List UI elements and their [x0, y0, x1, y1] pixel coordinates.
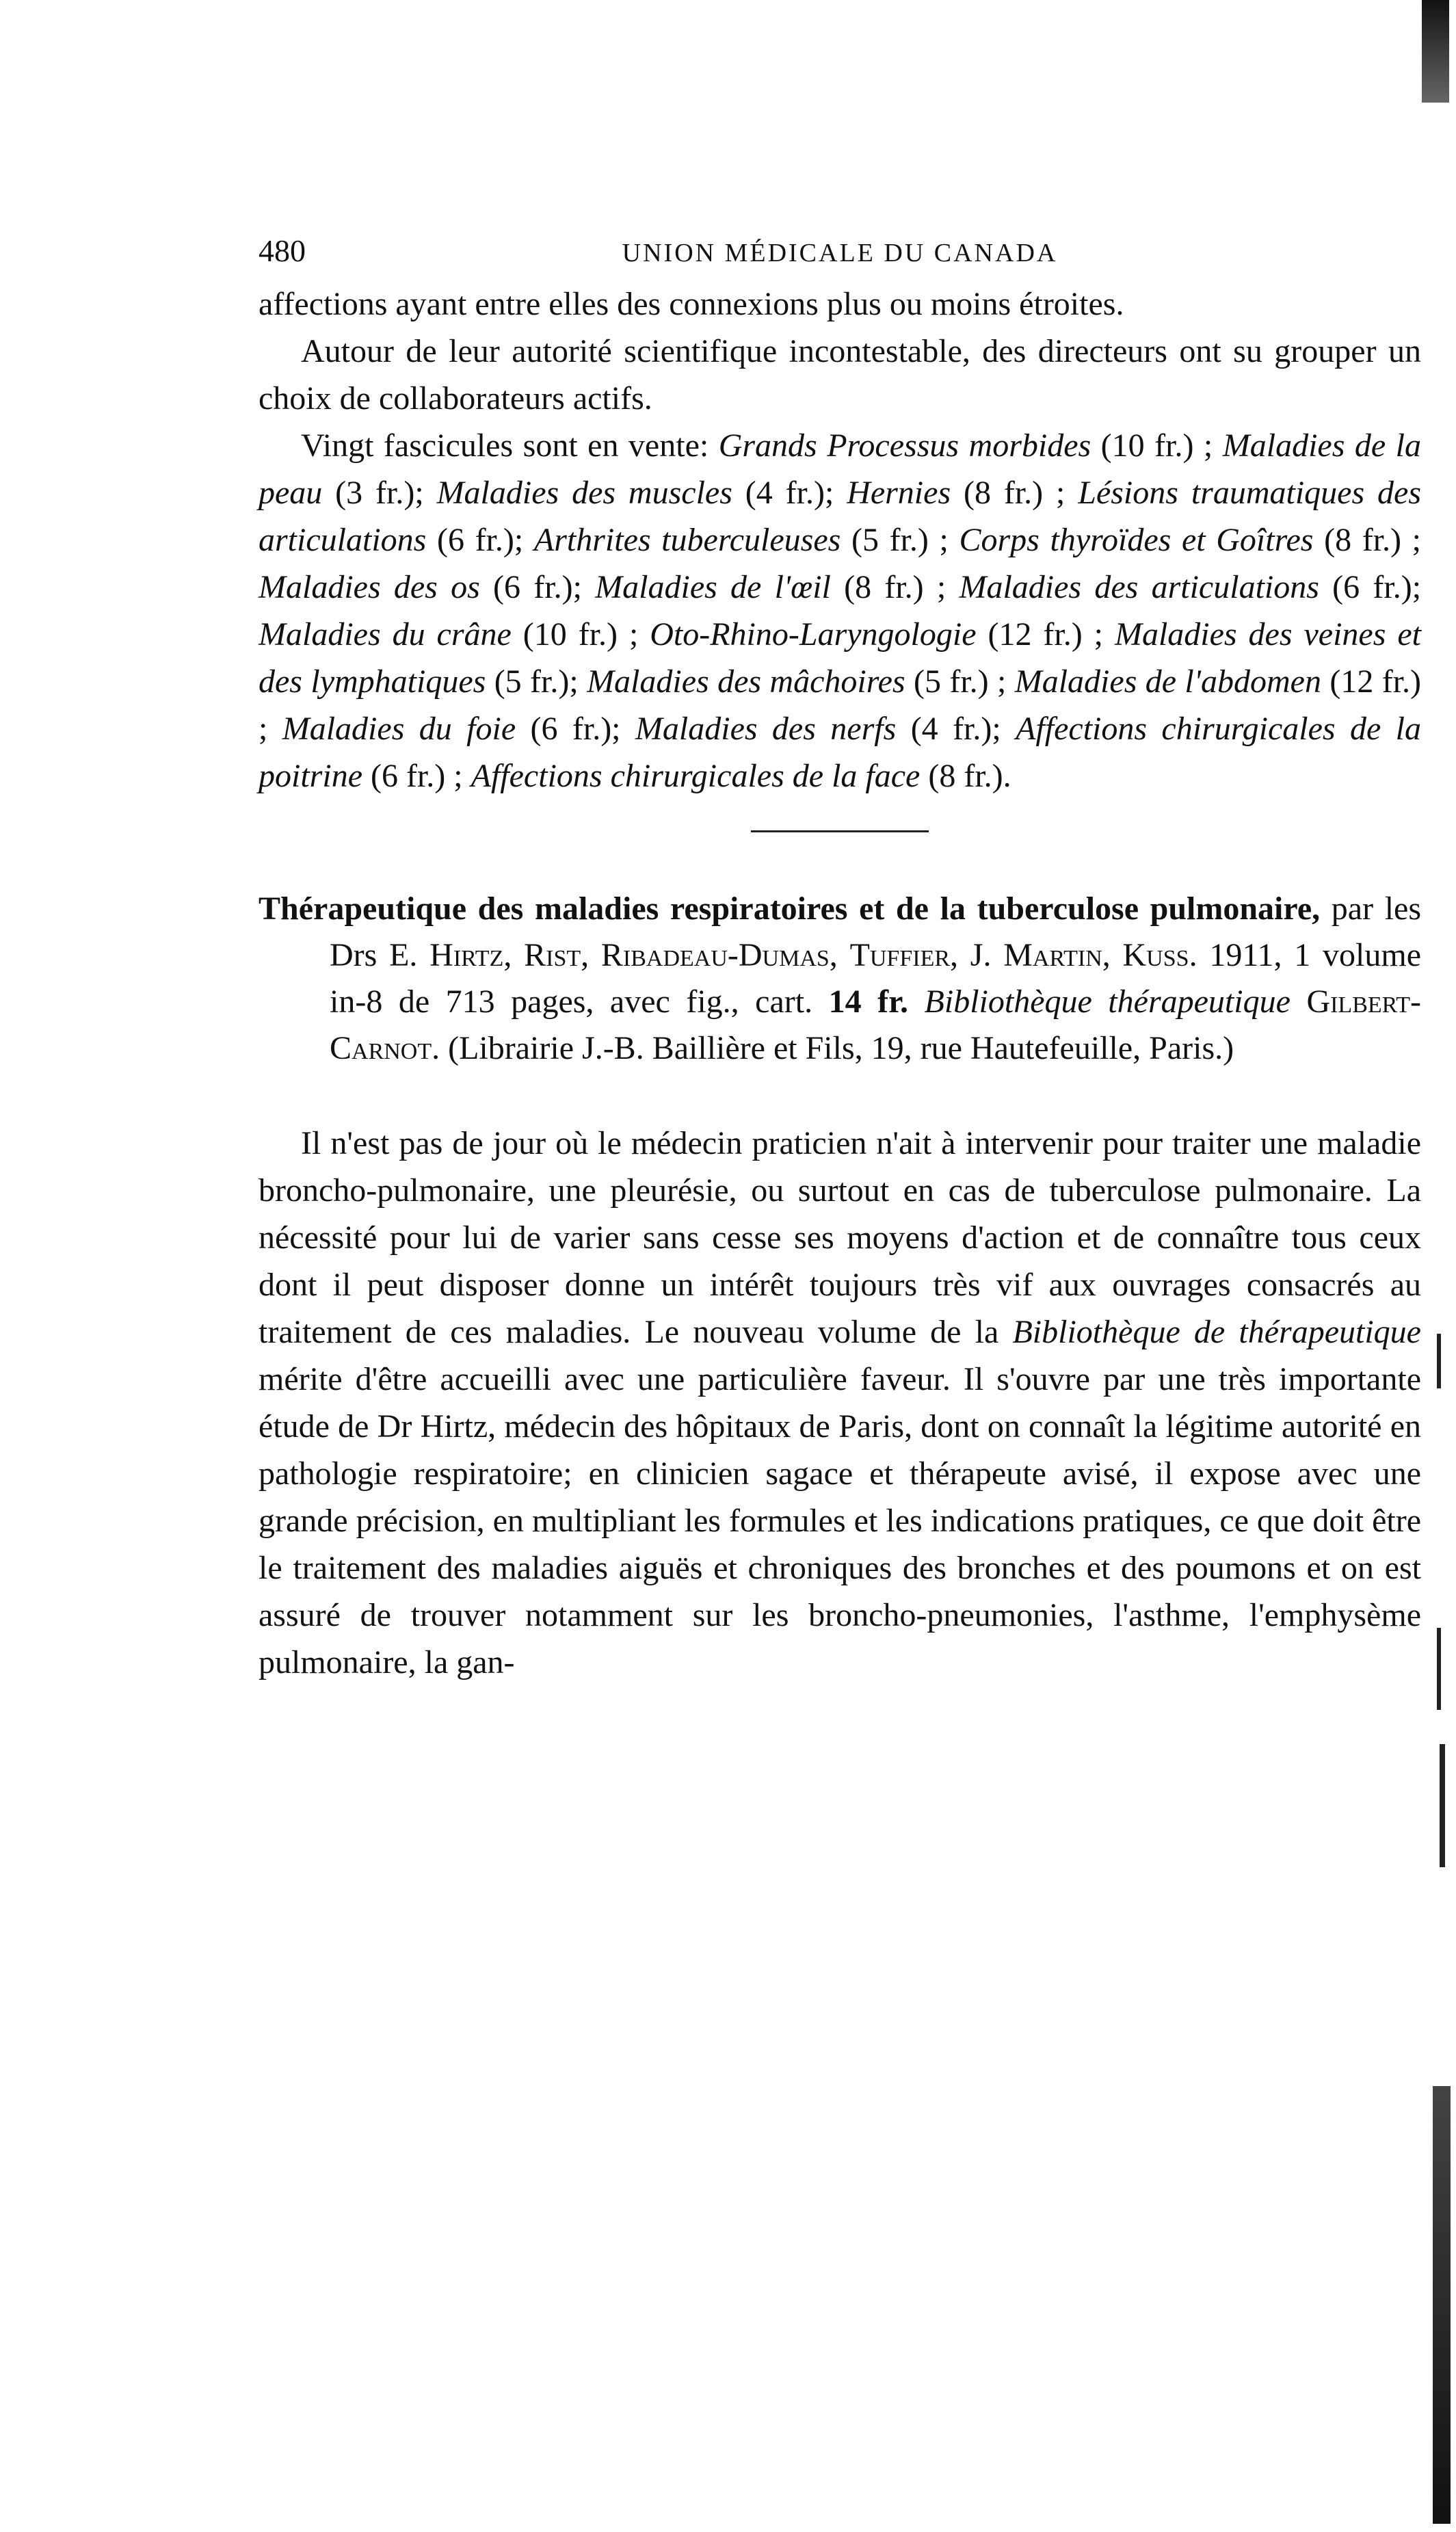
- author: Ribadeau-Dumas: [600, 937, 830, 973]
- author: Rist: [524, 937, 581, 973]
- review-body: Il n'est pas de jour où le médecin praticien n'ait à intervenir pour traiter une maladie broncho-pulmonaire, une pleurésie, ou surtout en cas de tuberculose pulmonaire. La nécessité pour lui de varier sans cesse ses moyens d'action et de connaître tous ceux dont il peut disposer donne un intérêt toujours très vif aux ouvrages consacrés au traitement de ces maladies. Le nouveau volume de la Bibliothèque de thérapeutique mérite d'être accueilli avec une particulière faveur. Il s'ouvre par une très importante étude de Dr Hirtz, médecin des hôpitaux de Paris, dont on connaît la légitime autorité en pathologie respiratoire; en clinicien sagace et thérapeute avisé, il expose avec une grande précision, en multipliant les formules et les indications pratiques, ce que doit être le traitement des maladies aiguës et chroniques des bronches et des poumons et on est assuré de trouver notamment sur les broncho-pneumonies, l'asthme, l'emphysème pulmonaire, la gan-: [259, 1125, 1421, 1680]
- review-heading: Thérapeutique des maladies respiratoires et de la tuberculose pulmonaire, par les Drs E. Hirtz, Rist, Ribadeau-Dumas, Tuffier, J. Martin, Kuss. 1911, 1 volume in-8 de 713 pages, avec fig., cart. 14 fr. Bibliothèque thérapeutique Gilbert-Carnot. (Librairie J.-B. Baillière et Fils, 19, rue Hautefeuille, Paris.): [259, 891, 1422, 1066]
- scan-edge-artifact: [1401, 0, 1456, 2532]
- series-title: Bibliothèque thérapeutique: [924, 984, 1290, 1020]
- page-number: 480: [259, 233, 306, 268]
- intro-line: affections ayant entre elles des connexions plus ou moins étroites.: [259, 286, 1124, 322]
- author: Tuffier: [849, 937, 951, 973]
- page-header: [259, 233, 1421, 280]
- section-divider: [751, 830, 929, 832]
- running-head: UNION MÉDICALE DU CANADA: [622, 239, 1058, 267]
- author: Hirtz: [429, 937, 504, 973]
- fascicles-list: Vingt fascicules sont en vente: Grands Processus morbides (10 fr.) ; Maladies de la peau (3 fr.); Maladies des muscles (4 fr.); Hernies (8 fr.) ; Lésions traumatiques des articulations (6 fr.); Arthrites tuberculeuses (5 fr.) ; Corps thyroïdes et Goîtres (8 fr.) ; Maladies des os (6 fr.); Maladies de l'œil (8 fr.) ; Maladies des articulations (6 fr.); Maladies du crâne (10 fr.) ; Oto-Rhino-Laryngologie (12 fr.) ; Maladies des veines et des lymphatiques (5 fr.); Maladies des mâchoires (5 fr.) ; Maladies de l'abdomen (12 fr.) ; Maladies du foie (6 fr.); Maladies des nerfs (4 fr.); Affections chirurgicales de la poitrine (6 fr.) ; Affections chirurgicales de la face (8 fr.).: [259, 427, 1422, 794]
- author: Martin: [1003, 937, 1102, 973]
- intro-paragraph-directors: Autour de leur autorité scientifique incontestable, des directeurs ont su grouper un choix de collaborateurs actifs.: [259, 333, 1421, 417]
- author: Kuss: [1122, 937, 1189, 973]
- price: 14 fr.: [828, 984, 909, 1020]
- book-page: [259, 233, 1421, 1719]
- series-editors: Gilbert-Carnot: [330, 984, 1422, 1066]
- review-title: Thérapeutique des maladies respiratoires et de la tuberculose pulmonaire,: [259, 891, 1321, 927]
